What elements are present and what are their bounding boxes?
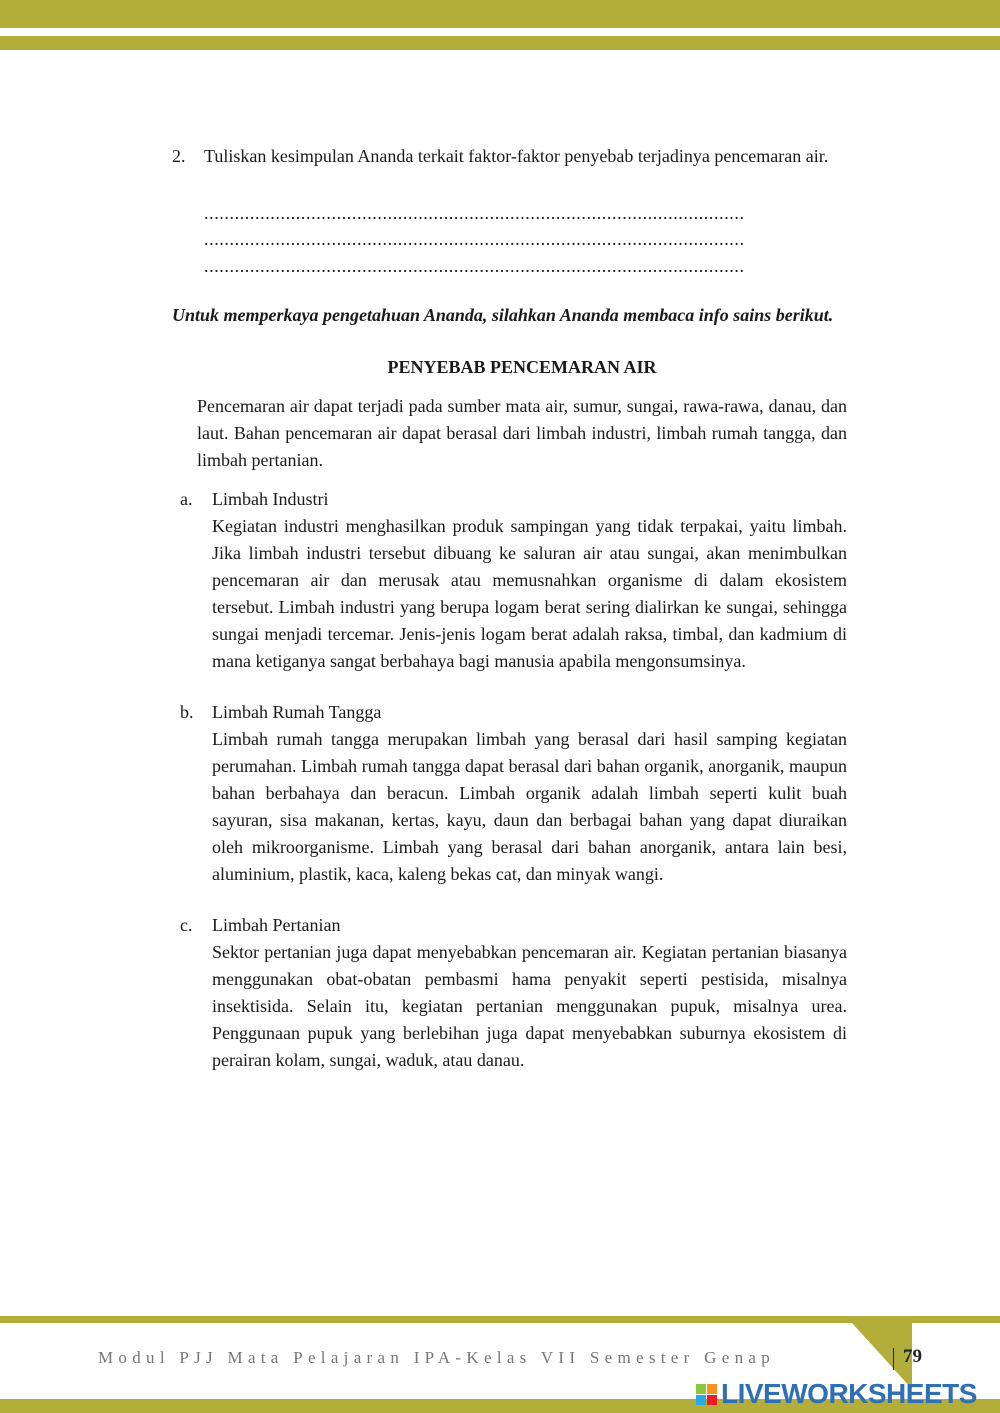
item-limbah-pertanian <box>180 912 847 1074</box>
intro-paragraph: Pencemaran air dapat terjadi pada sumber mata air, sumur, sungai, rawa-rawa, danau, dan laut. Bahan pencemaran air dapat berasal dari limbah industri, limbah rumah tangga, dan limbah pertanian. <box>197 396 847 470</box>
header-band-top <box>0 0 1000 28</box>
item-letter: c. <box>180 915 193 935</box>
item-limbah-rumah-tangga <box>180 699 847 888</box>
answer-line-2[interactable]: .......................................................................................................... <box>204 229 745 249</box>
item-letter: b. <box>180 702 194 722</box>
item-letter: a. <box>180 489 193 509</box>
answer-line-3[interactable]: .......................................................................................................... <box>204 256 745 276</box>
item-heading: Limbah Pertanian <box>212 915 341 935</box>
footer-band-top <box>0 1316 1000 1323</box>
info-intro: Untuk memperkaya pengetahuan Ananda, silahkan Ananda membaca info sains berikut. <box>172 305 834 325</box>
question-text: Tuliskan kesimpulan Ananda terkait faktor-faktor penyebab terjadinya pencemaran air. <box>204 146 829 166</box>
answer-line-1[interactable]: .......................................................................................................... <box>204 203 745 223</box>
liveworksheets-watermark <box>696 1378 977 1410</box>
item-body: Kegiatan industri menghasilkan produk sampingan yang tidak terpakai, yaitu limbah. Jika limbah industri tersebut dibuang ke saluran air atau sungai, akan menimbulkan pencemaran air dan merusak atau memusnahkan organisme di dalam ekosistem tersebut. Limbah industri yang berupa logam berat sering dialirkan ke sungai, sehingga sungai menjadi tercemar. Jenis-jenis logam berat adalah raksa, timbal, dan kadmium di mana ketiganya sangat berbahaya bagi manusia apabila mengonsumsinya. <box>212 516 847 671</box>
watermark-text: LIVEWORKSHEETS <box>721 1378 977 1409</box>
question-2 <box>172 143 858 170</box>
footer-module-title: Modul PJJ Mata Pelajaran IPA-Kelas VII Semester Genap <box>98 1348 776 1367</box>
header-band-bottom <box>0 36 1000 50</box>
page-number: 79 <box>903 1346 922 1367</box>
section-title: PENYEBAB PENCEMARAN AIR <box>387 357 657 377</box>
item-body: Limbah rumah tangga merupakan limbah yang berasal dari hasil samping kegiatan perumahan. Limbah rumah tangga dapat berasal dari bahan organik, anorganik, maupun bahan berbahaya dan beracun. Limbah organik adalah limbah seperti kulit buah sayuran, sisa makanan, kertas, kayu, daun dan berbagai bahan yang dapat diuraikan oleh mikroorganisme. Limbah yang berasal dari bahan anorganik, antara lain besi, aluminium, plastik, kaca, kaleng bekas cat, dan minyak wangi. <box>212 729 847 884</box>
item-heading: Limbah Industri <box>212 489 329 509</box>
item-body: Sektor pertanian juga dapat menyebabkan pencemaran air. Kegiatan pertanian biasanya menggunakan obat-obatan pembasmi hama penyakit seperti pestisida, misalnya insektisida. Selain itu, kegiatan pertanian menggunakan pupuk, misalnya urea. Penggunaan pupuk yang berlebihan juga dapat menyebabkan suburnya ekosistem di perairan kolam, sungai, waduk, atau danau. <box>212 942 847 1070</box>
liveworksheets-logo-icon <box>696 1384 717 1405</box>
question-number: 2. <box>172 146 186 166</box>
page-number-divider <box>893 1348 894 1370</box>
item-limbah-industri <box>180 486 847 675</box>
item-heading: Limbah Rumah Tangga <box>212 702 382 722</box>
